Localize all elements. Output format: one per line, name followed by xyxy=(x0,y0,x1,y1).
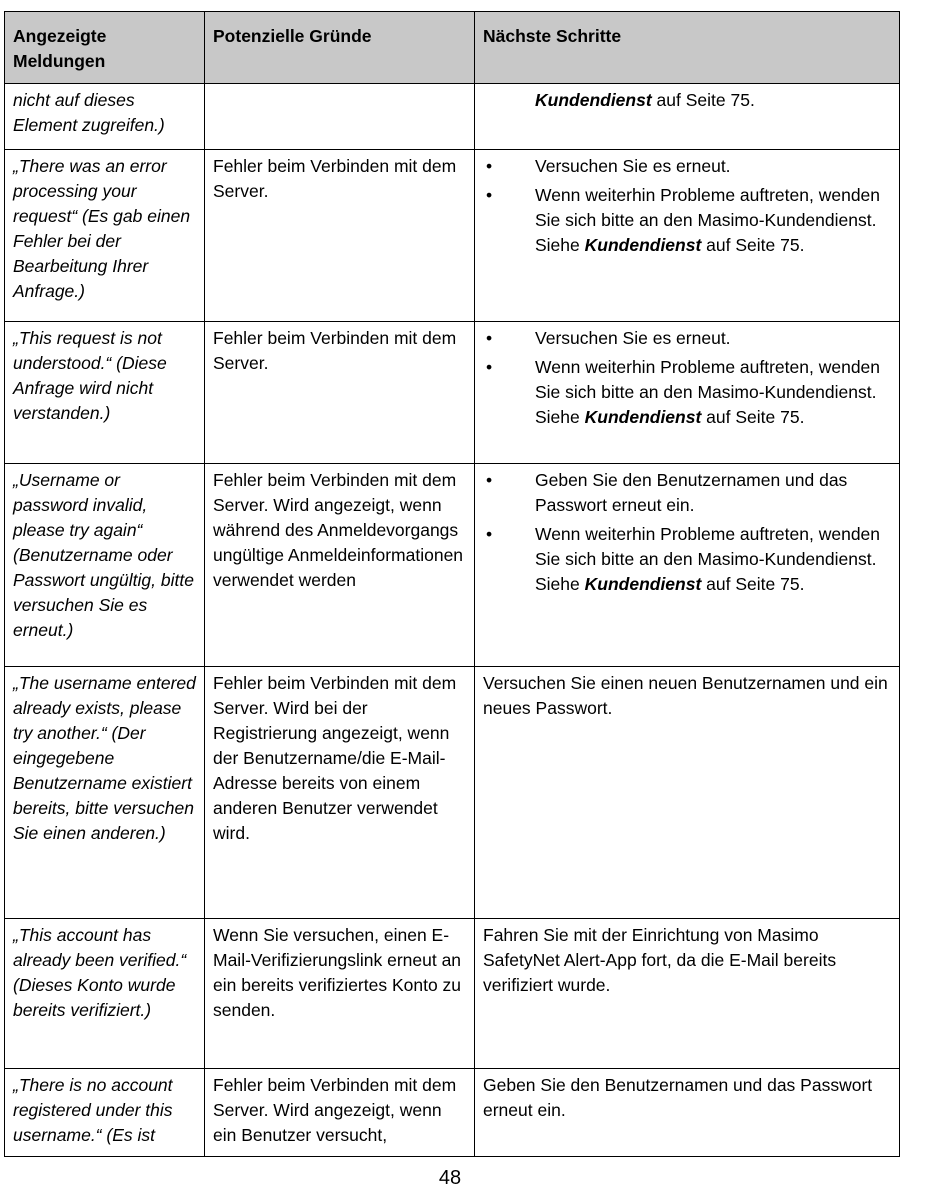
header-next-steps: Nächste Schritte xyxy=(475,12,900,84)
list-item xyxy=(483,326,891,351)
list-item xyxy=(483,355,891,430)
reason-cell: Fehler beim Verbinden mit dem Server. Wird angezeigt, wenn während des Anmeldevorgangs ungültige Anmeldeinformationen verwendet werden xyxy=(205,464,475,667)
bullet-icon: • xyxy=(486,185,493,205)
message-cell: „This account has already been verified.“ (Dieses Konto wurde bereits verifiziert.) xyxy=(5,919,205,1069)
steps-cell: Geben Sie den Benutzernamen und das Passwort erneut ein. xyxy=(475,1069,900,1157)
step-continuation xyxy=(483,88,891,113)
header-potential-reasons: Potenzielle Gründe xyxy=(205,12,475,84)
table-row xyxy=(5,84,900,150)
customer-service-link[interactable]: Kundendienst xyxy=(584,235,702,255)
step-text: Versuchen Sie es erneut. xyxy=(535,156,731,176)
troubleshooting-table xyxy=(4,11,900,1157)
bullet-icon: • xyxy=(486,156,493,176)
bullet-icon: • xyxy=(486,470,493,490)
message-cell: „The username entered already exists, please try another.“ (Der eingegebene Benutzername existiert bereits, bitte versuchen Sie einen anderen.) xyxy=(5,667,205,919)
steps-cell xyxy=(475,464,900,667)
step-text: auf Seite 75. xyxy=(701,235,805,255)
reason-cell: Fehler beim Verbinden mit dem Server. Wird bei der Registrierung angezeigt, wenn der Benutzername/die E-Mail-Adresse bereits von einem anderen Benutzer verwendet wird. xyxy=(205,667,475,919)
step-text: Geben Sie den Benutzernamen und das Passwort erneut ein. xyxy=(535,470,848,515)
message-cell: „There is no account registered under this username.“ (Es ist xyxy=(5,1069,205,1157)
table-row xyxy=(5,150,900,322)
bullet-icon: • xyxy=(486,328,493,348)
step-text: Wenn weiterhin Probleme auftreten, wenden Sie sich bitte an den Masimo-Kundendienst. Siehe xyxy=(535,185,881,255)
table-row xyxy=(5,464,900,667)
step-text: Versuchen Sie es erneut. xyxy=(535,328,731,348)
reason-cell xyxy=(205,84,475,150)
steps-cell xyxy=(475,150,900,322)
header-displayed-messages: Angezeigte Meldungen xyxy=(5,12,205,84)
list-item xyxy=(483,468,891,518)
table-header-row xyxy=(5,12,900,84)
table-row xyxy=(5,322,900,464)
steps-list xyxy=(483,154,891,258)
step-text: Wenn weiterhin Probleme auftreten, wenden Sie sich bitte an den Masimo-Kundendienst. Siehe xyxy=(535,524,881,594)
reason-cell: Fehler beim Verbinden mit dem Server. xyxy=(205,322,475,464)
step-text: Wenn weiterhin Probleme auftreten, wenden Sie sich bitte an den Masimo-Kundendienst. Siehe xyxy=(535,357,881,427)
bullet-icon: • xyxy=(486,524,493,544)
page-number: 48 xyxy=(438,1167,462,1189)
customer-service-link[interactable]: Kundendienst xyxy=(584,407,702,427)
list-item xyxy=(483,154,891,179)
step-text: auf Seite 75. xyxy=(701,407,805,427)
step-text: auf Seite 75. xyxy=(651,90,755,110)
list-item xyxy=(483,183,891,258)
steps-cell: Fahren Sie mit der Einrichtung von Masimo SafetyNet Alert-App fort, da die E-Mail bereits verifiziert wurde. xyxy=(475,919,900,1069)
customer-service-link[interactable]: Kundendienst xyxy=(535,90,652,110)
reason-cell: Wenn Sie versuchen, einen E-Mail-Verifizierungslink erneut an ein bereits verifiziertes Konto zu senden. xyxy=(205,919,475,1069)
message-cell: nicht auf dieses Element zugreifen.) xyxy=(5,84,205,150)
step-text: auf Seite 75. xyxy=(701,574,805,594)
message-cell: „This request is not understood.“ (Diese Anfrage wird nicht verstanden.) xyxy=(5,322,205,464)
steps-list xyxy=(483,326,891,430)
steps-list xyxy=(483,468,891,597)
message-cell: „There was an error processing your request“ (Es gab einen Fehler bei der Bearbeitung Ihrer Anfrage.) xyxy=(5,150,205,322)
table-row xyxy=(5,919,900,1069)
table-row xyxy=(5,667,900,919)
steps-cell xyxy=(475,84,900,150)
table-row xyxy=(5,1069,900,1157)
bullet-icon: • xyxy=(486,357,493,377)
message-cell: „Username or password invalid, please try again“ (Benutzername oder Passwort ungültig, bitte versuchen Sie es erneut.) xyxy=(5,464,205,667)
list-item xyxy=(483,522,891,597)
steps-cell xyxy=(475,322,900,464)
reason-cell: Fehler beim Verbinden mit dem Server. xyxy=(205,150,475,322)
customer-service-link[interactable]: Kundendienst xyxy=(584,574,702,594)
reason-cell: Fehler beim Verbinden mit dem Server. Wird angezeigt, wenn ein Benutzer versucht, xyxy=(205,1069,475,1157)
steps-cell: Versuchen Sie einen neuen Benutzernamen und ein neues Passwort. xyxy=(475,667,900,919)
